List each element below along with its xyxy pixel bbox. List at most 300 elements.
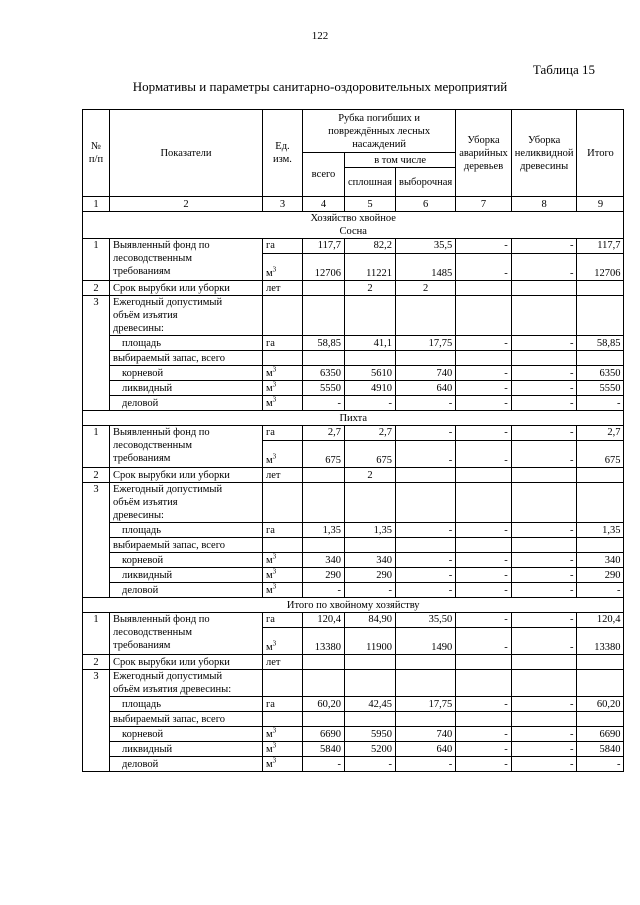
empty-cell: [577, 538, 624, 553]
table-number: Таблица 15: [532, 62, 595, 77]
value-cell: 12706: [303, 254, 345, 281]
unit-cell: га: [263, 697, 303, 712]
section-title: [83, 598, 624, 613]
empty-cell: [396, 670, 456, 697]
header-cleanup-unliquid: Уборка неликвидной древесины: [511, 110, 577, 197]
value-cell: -: [511, 381, 577, 396]
value-cell: [511, 468, 577, 483]
table-body: [83, 212, 624, 772]
value-cell: -: [577, 583, 624, 598]
volume-label: [110, 483, 263, 523]
stock-label: выбираемый запас, всего: [110, 538, 263, 553]
volume-header-row: [83, 483, 624, 523]
value-cell: [303, 281, 345, 296]
fund-row: [83, 426, 624, 441]
label-line: Выявленный фонд по: [113, 240, 210, 251]
value-cell: 60,20: [577, 697, 624, 712]
unit-cell: $м^3$: [263, 628, 303, 655]
empty-cell: [511, 483, 577, 523]
value-cell: -: [396, 583, 456, 598]
value-cell: -: [456, 239, 512, 254]
row-number: 3: [83, 483, 110, 598]
fund-label: [110, 239, 263, 281]
value-cell: -: [396, 757, 456, 772]
period-label: Срок вырубки или уборки: [110, 468, 263, 483]
stock-sub-row: [83, 757, 624, 772]
stock-row: [83, 538, 624, 553]
stock-row: [83, 712, 624, 727]
empty-cell: [303, 296, 345, 336]
empty-cell: [345, 351, 396, 366]
label-line: объём изъятия: [113, 497, 178, 508]
value-cell: 5200: [345, 742, 396, 757]
value-cell: 35,50: [396, 613, 456, 628]
value-cell: [345, 655, 396, 670]
value-cell: -: [396, 568, 456, 583]
period-label: Срок вырубки или уборки: [110, 655, 263, 670]
value-cell: [577, 281, 624, 296]
value-cell: 1,35: [577, 523, 624, 538]
row-number: 3: [83, 670, 110, 772]
row-number: 2: [83, 655, 110, 670]
unit-cell: $м^3$: [263, 396, 303, 411]
value-cell: [303, 468, 345, 483]
column-number: 3: [263, 197, 303, 212]
value-cell: 640: [396, 381, 456, 396]
value-cell: 13380: [303, 628, 345, 655]
period-row: [83, 281, 624, 296]
empty-cell: [303, 483, 345, 523]
stock-row: [83, 351, 624, 366]
empty-cell: [345, 483, 396, 523]
empty-cell: [511, 296, 577, 336]
value-cell: -: [303, 396, 345, 411]
empty-cell: [345, 296, 396, 336]
column-number: 1: [83, 197, 110, 212]
value-cell: -: [511, 583, 577, 598]
label-line: древесины:: [113, 323, 164, 334]
value-cell: 675: [303, 441, 345, 468]
value-cell: 340: [577, 553, 624, 568]
column-numbers-row: [83, 197, 624, 212]
value-cell: 5610: [345, 366, 396, 381]
value-cell: -: [456, 381, 512, 396]
table-header: [83, 110, 624, 212]
unit-cell: га: [263, 336, 303, 351]
value-cell: 1,35: [303, 523, 345, 538]
column-number: 6: [396, 197, 456, 212]
empty-cell: [577, 670, 624, 697]
value-cell: 17,75: [396, 336, 456, 351]
column-number: 8: [511, 197, 577, 212]
value-cell: -: [456, 426, 512, 441]
value-cell: -: [456, 727, 512, 742]
value-cell: 35,5: [396, 239, 456, 254]
row-number: 3: [83, 296, 110, 411]
stock-sub-row: [83, 727, 624, 742]
volume-header-row: [83, 670, 624, 697]
value-cell: 4910: [345, 381, 396, 396]
label-line: Ежегодный допустимый: [113, 484, 223, 495]
fund-label: [110, 426, 263, 468]
value-cell: 6350: [577, 366, 624, 381]
value-cell: -: [396, 553, 456, 568]
column-number: 5: [345, 197, 396, 212]
value-cell: -: [511, 426, 577, 441]
fund-row: [83, 239, 624, 254]
value-cell: 2: [396, 281, 456, 296]
section-title-row: [83, 598, 624, 613]
value-cell: 5550: [577, 381, 624, 396]
unit-cell: $м^3$: [263, 742, 303, 757]
value-cell: -: [511, 742, 577, 757]
value-cell: 120,4: [577, 613, 624, 628]
empty-cell: [511, 670, 577, 697]
unit-cell: $м^3$: [263, 727, 303, 742]
empty-cell: [456, 670, 512, 697]
header-indicators: Показатели: [110, 110, 263, 197]
value-cell: -: [456, 366, 512, 381]
value-cell: -: [456, 568, 512, 583]
value-cell: -: [396, 523, 456, 538]
value-cell: -: [511, 568, 577, 583]
unit-cell: га: [263, 239, 303, 254]
section-title-row: [83, 212, 624, 239]
value-cell: 117,7: [303, 239, 345, 254]
value-cell: -: [511, 727, 577, 742]
table-title: Нормативы и параметры санитарно-оздоровительных мероприятий: [132, 79, 508, 94]
section-title: [83, 411, 624, 426]
unit-cell: $м^3$: [263, 381, 303, 396]
area-label: площадь: [110, 697, 263, 712]
unit-cell: га: [263, 613, 303, 628]
value-cell: -: [303, 757, 345, 772]
value-cell: [303, 655, 345, 670]
value-cell: 5840: [577, 742, 624, 757]
empty-cell: [303, 712, 345, 727]
value-cell: 11221: [345, 254, 396, 281]
empty-cell: [263, 296, 303, 336]
value-cell: 740: [396, 366, 456, 381]
value-cell: [396, 468, 456, 483]
value-cell: 6690: [303, 727, 345, 742]
empty-cell: [345, 670, 396, 697]
value-cell: -: [396, 441, 456, 468]
value-cell: 740: [396, 727, 456, 742]
label-line: древесины:: [113, 510, 164, 521]
stock-sub-label: ликвидный: [110, 381, 263, 396]
value-cell: 5840: [303, 742, 345, 757]
value-cell: -: [345, 757, 396, 772]
header-including: в том числе: [345, 153, 456, 168]
value-cell: 12706: [577, 254, 624, 281]
value-cell: -: [511, 613, 577, 628]
fund-label: [110, 613, 263, 655]
value-cell: 6690: [577, 727, 624, 742]
stock-sub-label: корневой: [110, 727, 263, 742]
period-row: [83, 655, 624, 670]
page-number: 122: [311, 30, 329, 42]
empty-cell: [303, 670, 345, 697]
stock-sub-row: [83, 583, 624, 598]
empty-cell: [456, 483, 512, 523]
value-cell: [456, 655, 512, 670]
unit-cell: лет: [263, 468, 303, 483]
unit-cell: $м^3$: [263, 568, 303, 583]
label-line: Выявленный фонд по: [113, 427, 210, 438]
value-cell: -: [511, 254, 577, 281]
value-cell: -: [511, 336, 577, 351]
value-cell: 675: [577, 441, 624, 468]
label-line: требованиям: [113, 266, 171, 277]
area-row: [83, 523, 624, 538]
stock-sub-row: [83, 553, 624, 568]
stock-sub-row: [83, 568, 624, 583]
value-cell: 340: [303, 553, 345, 568]
value-cell: 2,7: [345, 426, 396, 441]
value-cell: 1485: [396, 254, 456, 281]
value-cell: -: [511, 697, 577, 712]
header-selective: выборочная: [396, 168, 456, 197]
header-all: всего: [303, 153, 345, 197]
value-cell: 84,90: [345, 613, 396, 628]
empty-cell: [577, 712, 624, 727]
section-title-row: [83, 411, 624, 426]
volume-label: [110, 296, 263, 336]
empty-cell: [396, 483, 456, 523]
value-cell: -: [345, 583, 396, 598]
value-cell: [511, 655, 577, 670]
empty-cell: [511, 712, 577, 727]
value-cell: [577, 468, 624, 483]
value-cell: 5550: [303, 381, 345, 396]
row-number: 2: [83, 468, 110, 483]
header-felling: Рубка погибших и повреждённых лесных насаждений: [303, 110, 456, 153]
value-cell: 340: [345, 553, 396, 568]
value-cell: 640: [396, 742, 456, 757]
stock-label: выбираемый запас, всего: [110, 712, 263, 727]
empty-cell: [396, 351, 456, 366]
empty-cell: [263, 670, 303, 697]
empty-cell: [396, 538, 456, 553]
section-title-line: Итого по хвойному хозяйству: [286, 599, 420, 611]
section-subtitle-line: Сосна: [339, 226, 367, 237]
label-line: объём изъятия древесины:: [113, 684, 232, 695]
stock-label: выбираемый запас, всего: [110, 351, 263, 366]
header-num: № п/п: [83, 110, 110, 197]
stock-sub-row: [83, 381, 624, 396]
area-label: площадь: [110, 336, 263, 351]
row-number: 1: [83, 613, 110, 655]
value-cell: 2,7: [577, 426, 624, 441]
unit-cell: $м^3$: [263, 757, 303, 772]
value-cell: 17,75: [396, 697, 456, 712]
label-line: объём изъятия: [113, 310, 178, 321]
value-cell: 290: [345, 568, 396, 583]
area-row: [83, 336, 624, 351]
value-cell: -: [456, 336, 512, 351]
value-cell: -: [511, 441, 577, 468]
value-cell: -: [577, 396, 624, 411]
value-cell: -: [303, 583, 345, 598]
section-title-line: Пихта: [339, 412, 368, 424]
label-line: Выявленный фонд по: [113, 614, 210, 625]
empty-cell: [263, 483, 303, 523]
value-cell: -: [511, 396, 577, 411]
value-cell: -: [456, 583, 512, 598]
empty-cell: [456, 351, 512, 366]
value-cell: 1490: [396, 628, 456, 655]
value-cell: -: [396, 396, 456, 411]
value-cell: 11900: [345, 628, 396, 655]
label-line: лесоводственным: [113, 440, 192, 451]
value-cell: 42,45: [345, 697, 396, 712]
empty-cell: [511, 351, 577, 366]
empty-cell: [577, 483, 624, 523]
value-cell: -: [456, 757, 512, 772]
value-cell: -: [577, 757, 624, 772]
stock-sub-label: ликвидный: [110, 742, 263, 757]
empty-cell: [577, 296, 624, 336]
empty-cell: [511, 538, 577, 553]
stock-sub-row: [83, 742, 624, 757]
empty-cell: [263, 351, 303, 366]
empty-cell: [345, 538, 396, 553]
unit-cell: га: [263, 426, 303, 441]
value-cell: -: [396, 426, 456, 441]
value-cell: 60,20: [303, 697, 345, 712]
value-cell: -: [456, 553, 512, 568]
value-cell: 41,1: [345, 336, 396, 351]
value-cell: -: [511, 628, 577, 655]
label-line: требованиям: [113, 453, 171, 464]
volume-label: [110, 670, 263, 697]
value-cell: [577, 655, 624, 670]
empty-cell: [396, 296, 456, 336]
period-row: [83, 468, 624, 483]
value-cell: -: [511, 553, 577, 568]
unit-cell: $м^3$: [263, 553, 303, 568]
empty-cell: [303, 351, 345, 366]
empty-cell: [396, 712, 456, 727]
empty-cell: [263, 538, 303, 553]
fund-row: [83, 613, 624, 628]
unit-cell: лет: [263, 281, 303, 296]
area-row: [83, 697, 624, 712]
empty-cell: [263, 712, 303, 727]
value-cell: [456, 468, 512, 483]
value-cell: 58,85: [303, 336, 345, 351]
value-cell: 2: [345, 281, 396, 296]
section-title-line: Хозяйство хвойное: [310, 213, 396, 224]
area-label: площадь: [110, 523, 263, 538]
value-cell: -: [456, 613, 512, 628]
section-title: [83, 212, 624, 239]
value-cell: -: [456, 254, 512, 281]
header-clear: сплошная: [345, 168, 396, 197]
stock-sub-label: деловой: [110, 757, 263, 772]
value-cell: -: [456, 742, 512, 757]
empty-cell: [577, 351, 624, 366]
label-line: Ежегодный допустимый: [113, 671, 223, 682]
period-label: Срок вырубки или уборки: [110, 281, 263, 296]
stock-sub-row: [83, 366, 624, 381]
empty-cell: [345, 712, 396, 727]
stock-sub-label: деловой: [110, 396, 263, 411]
stock-sub-label: деловой: [110, 583, 263, 598]
stock-sub-row: [83, 396, 624, 411]
value-cell: 290: [303, 568, 345, 583]
column-number: 7: [456, 197, 512, 212]
label-line: Ежегодный допустимый: [113, 297, 223, 308]
value-cell: -: [511, 523, 577, 538]
value-cell: 58,85: [577, 336, 624, 351]
column-number: 2: [110, 197, 263, 212]
value-cell: 1,35: [345, 523, 396, 538]
value-cell: -: [456, 441, 512, 468]
column-number: 9: [577, 197, 624, 212]
value-cell: 5950: [345, 727, 396, 742]
empty-cell: [456, 712, 512, 727]
unit-cell: га: [263, 523, 303, 538]
value-cell: 82,2: [345, 239, 396, 254]
stock-sub-label: корневой: [110, 366, 263, 381]
value-cell: -: [511, 239, 577, 254]
header-total: Итого: [577, 110, 624, 197]
column-number: 4: [303, 197, 345, 212]
value-cell: -: [456, 523, 512, 538]
header-cleanup-fallen: Уборка аварийных деревьев: [456, 110, 512, 197]
unit-cell: $м^3$: [263, 583, 303, 598]
value-cell: -: [345, 396, 396, 411]
stock-sub-label: ликвидный: [110, 568, 263, 583]
value-cell: 6350: [303, 366, 345, 381]
value-cell: 290: [577, 568, 624, 583]
stock-sub-label: корневой: [110, 553, 263, 568]
unit-cell: лет: [263, 655, 303, 670]
volume-header-row: [83, 296, 624, 336]
empty-cell: [303, 538, 345, 553]
value-cell: 117,7: [577, 239, 624, 254]
value-cell: 675: [345, 441, 396, 468]
norms-table: [82, 109, 624, 772]
row-number: 2: [83, 281, 110, 296]
value-cell: -: [511, 366, 577, 381]
value-cell: -: [511, 757, 577, 772]
value-cell: -: [456, 628, 512, 655]
value-cell: [396, 655, 456, 670]
value-cell: 13380: [577, 628, 624, 655]
value-cell: 2,7: [303, 426, 345, 441]
empty-cell: [456, 538, 512, 553]
value-cell: 2: [345, 468, 396, 483]
unit-cell: $м^3$: [263, 254, 303, 281]
value-cell: [511, 281, 577, 296]
value-cell: [456, 281, 512, 296]
header-unit: Ед. изм.: [263, 110, 303, 197]
value-cell: -: [456, 396, 512, 411]
label-line: лесоводственным: [113, 253, 192, 264]
unit-cell: $м^3$: [263, 366, 303, 381]
row-number: 1: [83, 426, 110, 468]
empty-cell: [456, 296, 512, 336]
value-cell: 120,4: [303, 613, 345, 628]
label-line: требованиям: [113, 640, 171, 651]
value-cell: -: [456, 697, 512, 712]
unit-cell: $м^3$: [263, 441, 303, 468]
row-number: 1: [83, 239, 110, 281]
label-line: лесоводственным: [113, 627, 192, 638]
